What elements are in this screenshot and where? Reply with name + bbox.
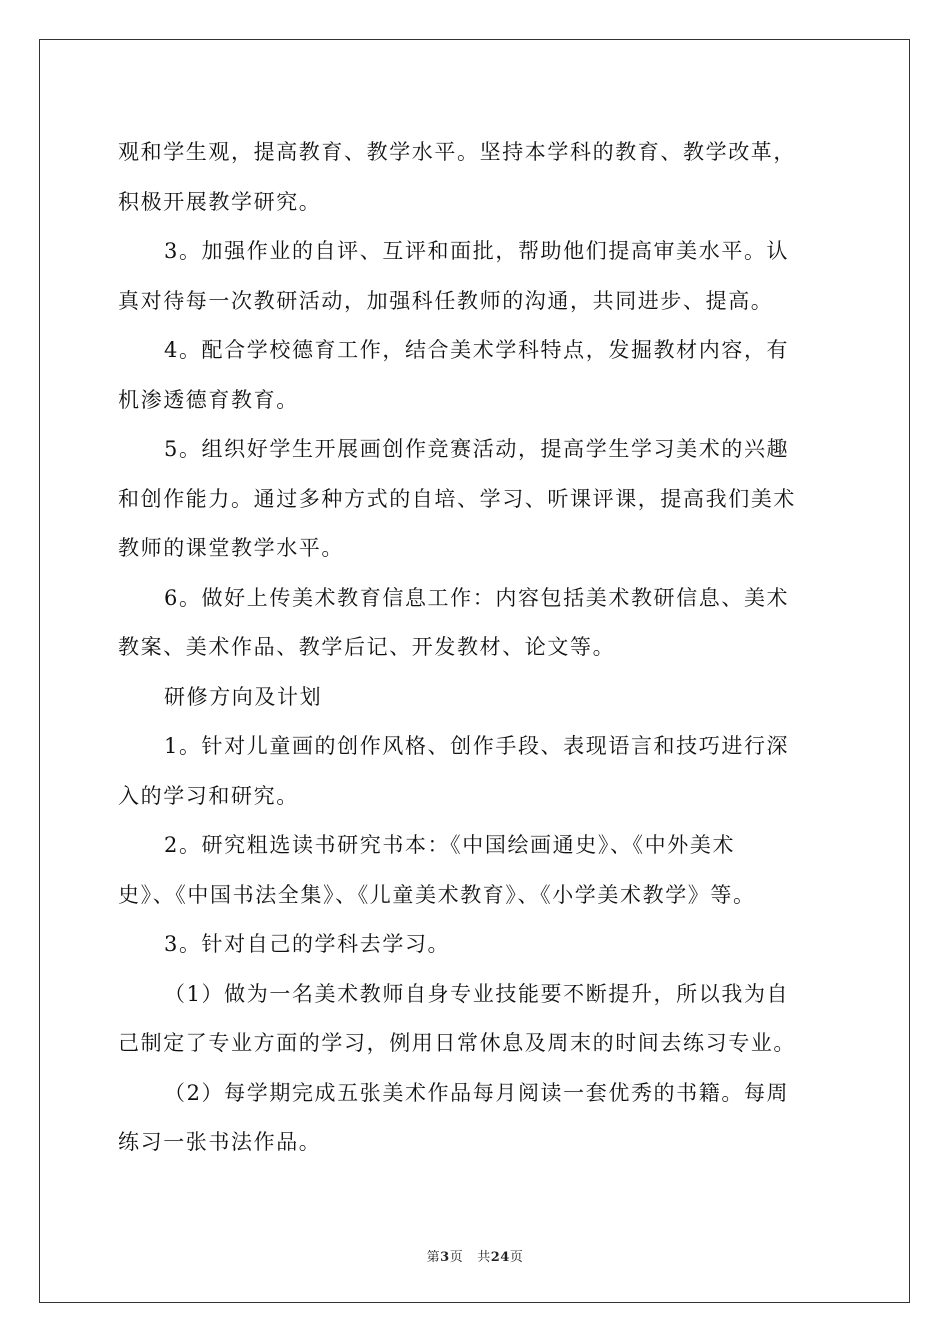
text-line: 积极开展教学研究。 xyxy=(118,189,322,214)
text-line: （1）做为一名美术教师自身专业技能要不断提升，所以我为自 xyxy=(164,981,790,1006)
text-line: 机渗透德育教育。 xyxy=(118,387,299,412)
text-line: 4。配合学校德育工作，结合美术学科特点，发掘教材内容，有 xyxy=(164,338,790,362)
text-line: 真对待每一次教研活动，加强科任教师的沟通，共同进步、提高。 xyxy=(118,288,774,313)
text-line: 练习一张书法作品。 xyxy=(118,1130,322,1154)
total-pages: 24 xyxy=(490,1250,510,1265)
page-suffix: 页 xyxy=(449,1250,464,1265)
text-line: 3。针对自己的学科去学习。 xyxy=(164,932,451,956)
text-line: 1。针对儿童画的创作风格、创作手段、表现语言和技巧进行深 xyxy=(164,734,790,758)
page-prefix: 第 xyxy=(426,1250,441,1265)
page-number: 3 xyxy=(440,1250,450,1265)
text-line: （2）每学期完成五张美术作品每月阅读一套优秀的书籍。每周 xyxy=(164,1080,790,1105)
text-line: 和创作能力。通过多种方式的自培、学习、听课评课，提高我们美术 xyxy=(118,486,796,511)
total-prefix: 共 xyxy=(477,1250,491,1265)
text-line: 教案、美术作品、教学后记、开发教材、论文等。 xyxy=(118,635,616,659)
text-line: 5。组织好学生开展画创作竞赛活动，提高学生学习美术的兴趣 xyxy=(164,437,790,461)
text-line: 教师的课堂教学水平。 xyxy=(118,536,344,560)
text-line: 3。加强作业的自评、互评和面批，帮助他们提高审美水平。认 xyxy=(164,239,790,263)
section-heading: 研修方向及计划 xyxy=(164,684,323,709)
text-line: 入的学习和研究。 xyxy=(118,783,299,808)
text-line: 6。做好上传美术教育信息工作：内容包括美术教研信息、美术 xyxy=(164,585,790,610)
text-line: 史》、《中国书法全集》、《儿童美术教育》、《小学美术教学》等。 xyxy=(118,882,756,907)
total-suffix: 页 xyxy=(509,1250,524,1265)
text-line: 2。研究粗选读书研究书本：《中国绘画通史》、《中外美术 xyxy=(164,833,736,857)
page-footer xyxy=(0,1246,950,1265)
text-line: 己制定了专业方面的学习，例用日常休息及周末的时间去练习专业。 xyxy=(118,1031,796,1055)
document-body xyxy=(118,128,838,1168)
text-line: 观和学生观，提高教育、教学水平。坚持本学科的教育、教学改革， xyxy=(118,140,796,164)
